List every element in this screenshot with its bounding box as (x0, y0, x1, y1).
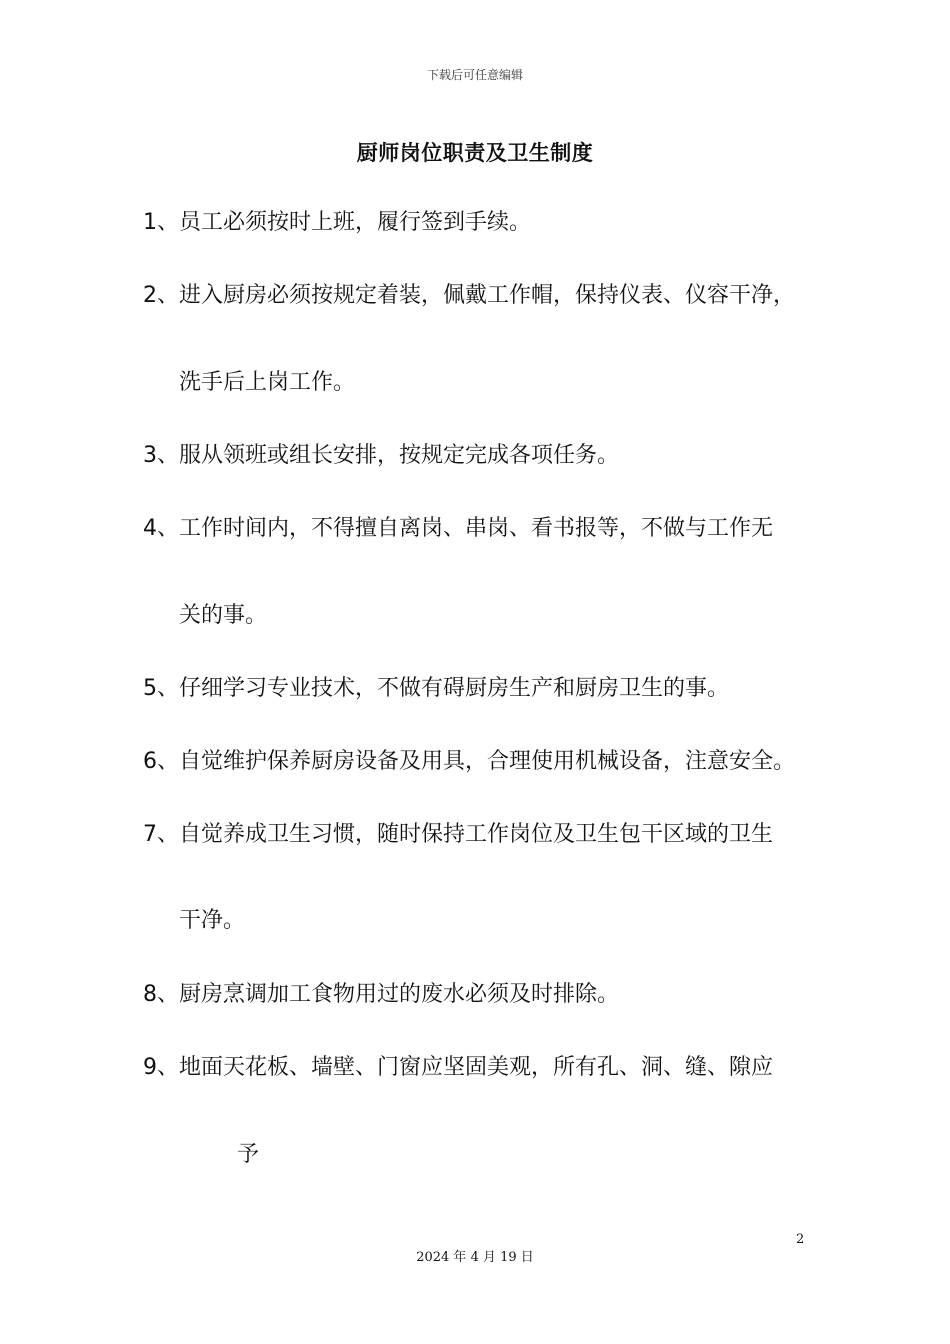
rule-line-3: 3、服从领班或组长安排，按规定完成各项任务。 (143, 443, 619, 468)
rule-line-8: 8、厨房烹调加工食物用过的废水必须及时排除。 (143, 982, 619, 1007)
rule-line-4: 4、工作时间内，不得擅自离岗、串岗、看书报等，不做与工作无 (143, 516, 773, 541)
footer-date: 2024 年 4 月 19 日 (416, 1250, 534, 1265)
page-number: 2 (796, 1232, 805, 1247)
rule-line-7-cont: 干净。 (179, 908, 246, 933)
rule-line-5: 5、仔细学习专业技术，不做有碍厨房生产和厨房卫生的事。 (143, 676, 729, 701)
rule-line-4-cont: 关的事。 (179, 603, 268, 628)
rule-line-9: 9、地面天花板、墙壁、门窗应坚固美观，所有孔、洞、缝、隙应 (143, 1055, 773, 1080)
rule-line-9-cont: 予 (237, 1142, 260, 1167)
rule-line-7: 7、自觉养成卫生习惯，随时保持工作岗位及卫生包干区域的卫生 (143, 822, 773, 847)
header-note: 下载后可任意编辑 (426, 68, 523, 82)
rule-line-1: 1、员工必须按时上班，履行签到手续。 (143, 210, 531, 235)
rule-line-2-cont: 洗手后上岗工作。 (179, 370, 356, 395)
rule-line-6: 6、自觉维护保养厨房设备及用具，合理使用机械设备，注意安全。 (143, 749, 795, 774)
page-title: 厨师岗位职责及卫生制度 (356, 141, 594, 165)
rule-line-2: 2、进入厨房必须按规定着装，佩戴工作帽，保持仪表、仪容干净， (143, 283, 795, 308)
